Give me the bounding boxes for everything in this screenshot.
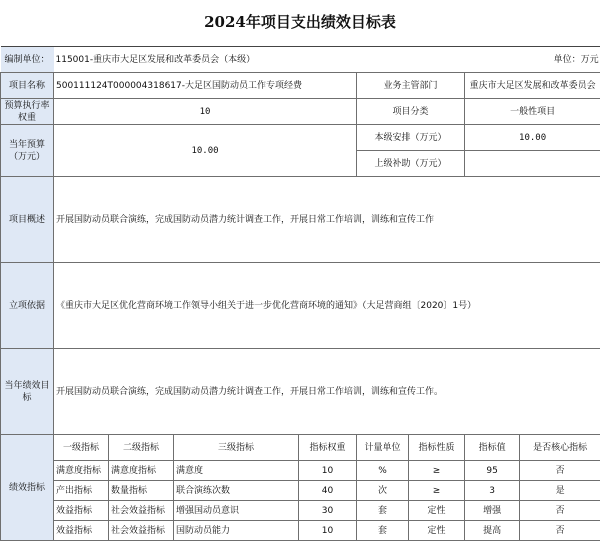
local-value: 10.00: [465, 125, 600, 151]
indicator-level2: 满意度指标: [109, 461, 174, 481]
weight-label: 预算执行率权重: [1, 99, 54, 125]
col-header: 是否核心指标: [520, 435, 600, 461]
basis-label: 立项依据: [1, 263, 54, 349]
goal-text: 开展国防动员联合演练，完成国防动员潜力统计调查工作，开展日常工作培训，训练和宣传工作。: [54, 349, 600, 435]
indicator-weight: 10: [299, 521, 357, 541]
upper-value: [465, 151, 600, 177]
indicator-level3: 联合演练次数: [174, 481, 299, 501]
table-row: [1, 521, 600, 541]
indicator-level3: 增强国动员意识: [174, 501, 299, 521]
table-row: [1, 481, 600, 501]
weight-value: 10: [54, 99, 357, 125]
indicator-level1: 满意度指标: [54, 461, 109, 481]
indicators-label: 绩效指标: [1, 435, 54, 541]
indicator-nature: 定性: [409, 501, 465, 521]
basis-text: 《重庆市大足区优化营商环境工作领导小组关于进一步优化营商环境的通知》（大足营商组〔2020〕1号）: [54, 263, 600, 349]
indicator-unit: 套: [357, 521, 409, 541]
indicator-unit: 套: [357, 501, 409, 521]
indicator-level2: 社会效益指标: [109, 521, 174, 541]
indicator-nature: 定性: [409, 521, 465, 541]
col-header: 指标值: [465, 435, 520, 461]
col-header: 二级指标: [109, 435, 174, 461]
local-label: 本级安排（万元）: [357, 125, 465, 151]
dept-value: 重庆市大足区发展和改革委员会: [465, 73, 600, 99]
unit-label: 编制单位：: [1, 47, 54, 73]
goal-label: 当年绩效目标: [1, 349, 54, 435]
indicator-level1: 产出指标: [54, 481, 109, 501]
performance-goal-table: [0, 46, 600, 541]
indicator-value: 增强: [465, 501, 520, 521]
indicator-core: 否: [520, 521, 600, 541]
overview-label: 项目概述: [1, 177, 54, 263]
project-name-label: 项目名称: [1, 73, 54, 99]
currency-label: 单位：万元: [465, 47, 600, 73]
table-row: [1, 501, 600, 521]
indicator-level2: 数量指标: [109, 481, 174, 501]
indicator-level1: 效益指标: [54, 521, 109, 541]
indicator-level3: 满意度: [174, 461, 299, 481]
budget-label: 当年预算（万元）: [1, 125, 54, 177]
category-label: 项目分类: [357, 99, 465, 125]
page-title: 2024年项目支出绩效目标表: [204, 13, 396, 31]
indicator-nature: ≥: [409, 461, 465, 481]
indicator-level3: 国防动员能力: [174, 521, 299, 541]
indicator-nature: ≥: [409, 481, 465, 501]
indicator-weight: 10: [299, 461, 357, 481]
table-row: [1, 461, 600, 481]
indicator-weight: 40: [299, 481, 357, 501]
indicator-weight: 30: [299, 501, 357, 521]
indicator-core: 否: [520, 461, 600, 481]
project-name-value: 500111124T000004318617-大足区国防动员工作专项经费: [54, 73, 357, 99]
unit-value: 115001-重庆市大足区发展和改革委员会（本级）: [54, 47, 465, 73]
indicator-value: 3: [465, 481, 520, 501]
col-header: 计量单位: [357, 435, 409, 461]
upper-label: 上级补助（万元）: [357, 151, 465, 177]
category-value: 一般性项目: [465, 99, 600, 125]
indicator-core: 是: [520, 481, 600, 501]
overview-text: 开展国防动员联合演练，完成国防动员潜力统计调查工作，开展日常工作培训，训练和宣传工作: [54, 177, 600, 263]
col-header: 三级指标: [174, 435, 299, 461]
col-header: 一级指标: [54, 435, 109, 461]
indicator-value: 提高: [465, 521, 520, 541]
budget-value: 10.00: [54, 125, 357, 177]
dept-label: 业务主管部门: [357, 73, 465, 99]
indicator-level1: 效益指标: [54, 501, 109, 521]
col-header: 指标性质: [409, 435, 465, 461]
indicator-core: 否: [520, 501, 600, 521]
indicator-value: 95: [465, 461, 520, 481]
indicator-unit: %: [357, 461, 409, 481]
indicator-unit: 次: [357, 481, 409, 501]
indicator-level2: 社会效益指标: [109, 501, 174, 521]
col-header: 指标权重: [299, 435, 357, 461]
